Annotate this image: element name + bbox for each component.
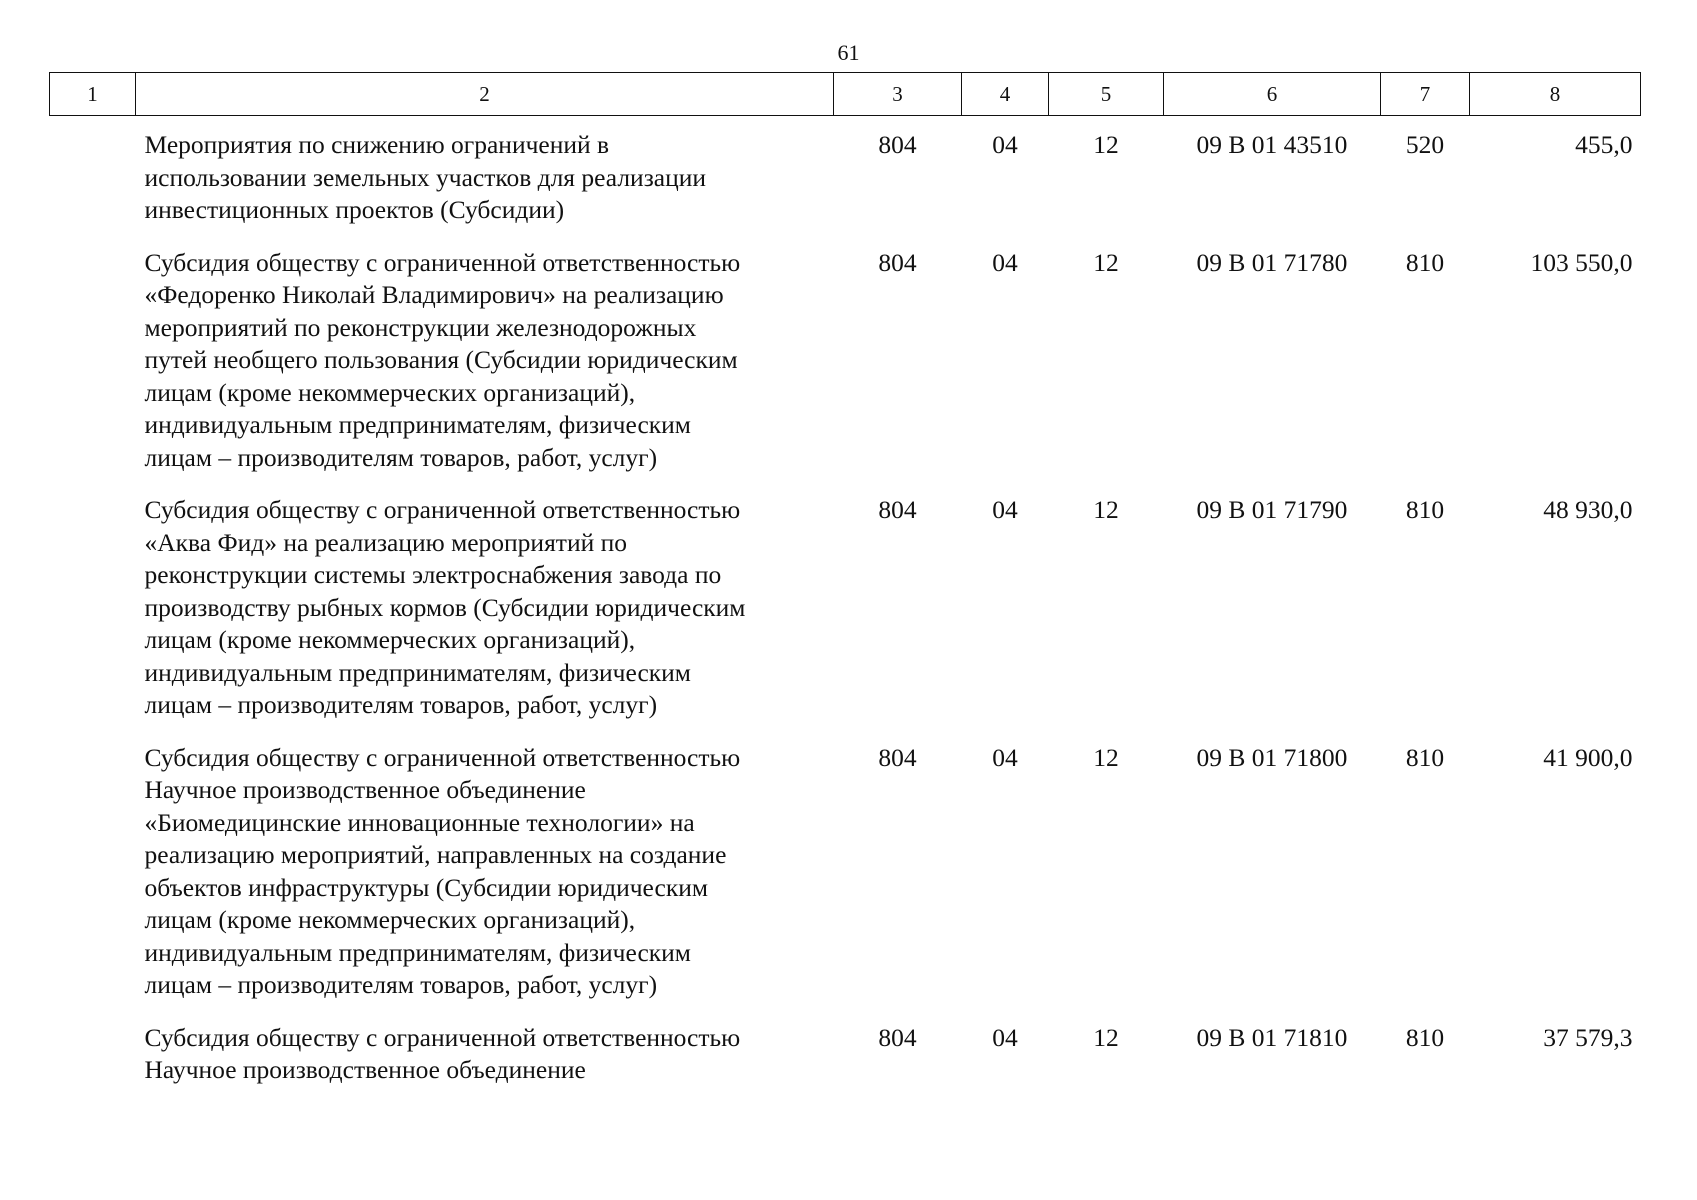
description-line: «Федоренко Николай Владимирович» на реализацию bbox=[144, 280, 724, 309]
description-cell bbox=[136, 494, 834, 742]
subsection-code-cell: 12 bbox=[1093, 495, 1119, 524]
description-line: лицам – производителям товаров, работ, услуг) bbox=[144, 442, 658, 472]
description-line: использовании земельных участков для реализации bbox=[144, 162, 707, 192]
table-row bbox=[50, 247, 1641, 495]
description-line: «Аква Фид» на реализацию мероприятий по bbox=[144, 527, 628, 557]
table-row bbox=[50, 1022, 1641, 1087]
column-header-2: 2 bbox=[136, 73, 834, 116]
description-line: мероприятий по реконструкции железнодорожных bbox=[144, 312, 697, 342]
section-code-cell: 04 bbox=[992, 1022, 1018, 1052]
description-line: инвестиционных проектов (Субсидии) bbox=[144, 195, 565, 224]
ministry-code-cell: 804 bbox=[878, 495, 917, 524]
description-line: лицам – производителям товаров, работ, услуг) bbox=[144, 970, 658, 999]
description-line: Субсидия обществу с ограниченной ответственностью bbox=[144, 742, 741, 772]
description-cell bbox=[136, 116, 834, 247]
description-cell bbox=[136, 742, 834, 1022]
target-article-cell: 09 В 01 71810 bbox=[1196, 1022, 1348, 1052]
row-number-cell bbox=[50, 742, 136, 1022]
amount-cell: 37 579,3 bbox=[1543, 1022, 1633, 1052]
description-line: Мероприятия по снижению ограничений в bbox=[144, 130, 610, 159]
description-cell bbox=[136, 247, 834, 495]
amount-cell: 48 930,0 bbox=[1543, 495, 1633, 524]
ministry-code-cell: 804 bbox=[878, 130, 917, 159]
table-body bbox=[50, 116, 1641, 1087]
description-line: лицам – производителям товаров, работ, услуг) bbox=[144, 690, 658, 719]
section-code-cell: 04 bbox=[992, 742, 1018, 772]
section-code-cell: 04 bbox=[992, 495, 1018, 524]
table-row bbox=[50, 742, 1641, 1022]
target-article-cell: 09 В 01 71790 bbox=[1196, 495, 1348, 524]
amount-cell: 41 900,0 bbox=[1543, 742, 1633, 772]
description-line: лицам (кроме некоммерческих организаций), bbox=[144, 625, 636, 654]
description-line: реализацию мероприятий, направленных на создание bbox=[144, 840, 727, 869]
section-code-cell: 04 bbox=[992, 247, 1018, 277]
description-line: Научное производственное объединение bbox=[144, 1055, 586, 1084]
description-line: Субсидия обществу с ограниченной ответственностью bbox=[144, 495, 741, 524]
description-line: Научное производственное объединение bbox=[144, 775, 586, 804]
description-line: лицам (кроме некоммерческих организаций), bbox=[144, 377, 636, 407]
section-code-cell: 04 bbox=[992, 130, 1018, 159]
description-line: индивидуальным предпринимателям, физическим bbox=[144, 937, 691, 967]
table-row bbox=[50, 494, 1641, 742]
target-article-cell: 09 В 01 71800 bbox=[1196, 742, 1348, 772]
description-line: путей необщего пользования (Субсидии юридическим bbox=[144, 345, 738, 374]
target-article-cell: 09 В 01 43510 bbox=[1196, 130, 1348, 159]
table-row bbox=[50, 116, 1641, 247]
description-line: индивидуальным предпринимателям, физическим bbox=[144, 657, 691, 687]
subsection-code-cell: 12 bbox=[1093, 1022, 1119, 1052]
expense-type-cell: 520 bbox=[1405, 130, 1445, 159]
target-article-cell: 09 В 01 71780 bbox=[1196, 247, 1348, 277]
column-header-8: 8 bbox=[1470, 73, 1641, 116]
row-number-cell bbox=[50, 1022, 136, 1087]
expense-type-cell: 810 bbox=[1405, 742, 1445, 772]
description-cell bbox=[136, 1022, 834, 1087]
subsection-code-cell: 12 bbox=[1093, 247, 1119, 277]
row-number-cell bbox=[50, 247, 136, 495]
column-header-6: 6 bbox=[1164, 73, 1381, 116]
page-number: 61 bbox=[837, 40, 860, 65]
column-header-3: 3 bbox=[834, 73, 962, 116]
subsection-code-cell: 12 bbox=[1093, 742, 1119, 772]
amount-cell: 455,0 bbox=[1575, 130, 1633, 159]
description-line: «Биомедицинские инновационные технологии» на bbox=[144, 807, 695, 837]
ministry-code-cell: 804 bbox=[878, 1022, 917, 1052]
row-number-cell bbox=[50, 494, 136, 742]
column-header-5: 5 bbox=[1049, 73, 1164, 116]
description-line: Субсидия обществу с ограниченной ответственностью bbox=[144, 247, 741, 277]
column-header-4: 4 bbox=[962, 73, 1049, 116]
expense-type-cell: 810 bbox=[1405, 495, 1445, 524]
ministry-code-cell: 804 bbox=[878, 247, 917, 277]
amount-cell: 103 550,0 bbox=[1530, 247, 1633, 277]
description-line: Субсидия обществу с ограниченной ответственностью bbox=[144, 1022, 741, 1052]
table-header bbox=[50, 73, 1641, 116]
description-line: реконструкции системы электроснабжения завода по bbox=[144, 560, 722, 589]
expense-type-cell: 810 bbox=[1405, 247, 1445, 277]
description-line: объектов инфраструктуры (Субсидии юридическим bbox=[144, 872, 709, 902]
subsection-code-cell: 12 bbox=[1093, 130, 1119, 159]
budget-table bbox=[49, 72, 1641, 1087]
description-line: индивидуальным предпринимателям, физическим bbox=[144, 410, 691, 439]
description-line: лицам (кроме некоммерческих организаций), bbox=[144, 905, 636, 934]
ministry-code-cell: 804 bbox=[878, 742, 917, 772]
header-row bbox=[50, 73, 1641, 116]
column-header-7: 7 bbox=[1381, 73, 1470, 116]
column-header-1: 1 bbox=[50, 73, 136, 116]
expense-type-cell: 810 bbox=[1405, 1022, 1445, 1052]
row-number-cell bbox=[50, 116, 136, 247]
description-line: производству рыбных кормов (Субсидии юридическим bbox=[144, 592, 746, 622]
